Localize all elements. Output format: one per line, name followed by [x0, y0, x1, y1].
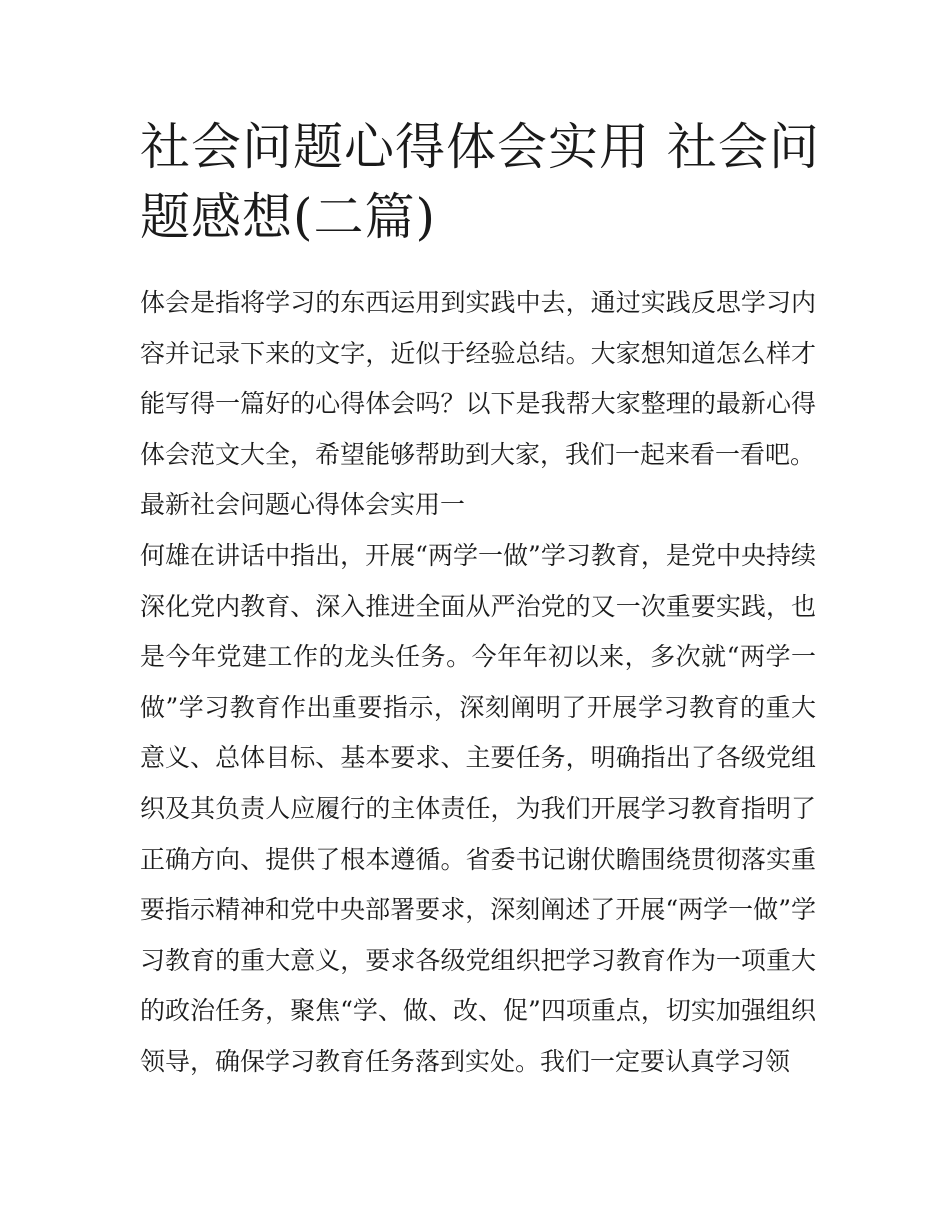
document-body: [140, 278, 816, 1088]
intro-paragraph: 体会是指将学习的东西运用到实践中去，通过实践反思学习内容并记录下来的文字，近似于经验总结。大家想知道怎么样才能写得一篇好的心得体会吗？以下是我帮大家整理的最新心得体会范文大全，希望能够帮助到大家，我们一起来看一看吧。: [140, 288, 816, 469]
section-heading: 最新社会问题心得体会实用一: [140, 490, 466, 520]
section-paragraph: 何雄在讲话中指出，开展“两学一做”学习教育，是党中央持续深化党内教育、深入推进全面从严治党的又一次重要实践，也是今年党建工作的龙头任务。今年年初以来，多次就“两学一做”学习教育作出重要指示，深刻阐明了开展学习教育的重大意义、总体目标、基本要求、主要任务，明确指出了各级党组织及其负责人应履行的主体责任，为我们开展学习教育指明了正确方向、提供了根本遵循。省委书记谢伏瞻围绕贯彻落实重要指示精神和党中央部署要求，深刻阐述了开展“两学一做”学习教育的重大意义，要求各级党组织把学习教育作为一项重大的政治任务，聚焦“学、做、改、促”四项重点，切实加强组织领导，确保学习教育任务落到实处。我们一定要认真学习领: [140, 540, 816, 1076]
document-title: 社会问题心得体会实用 社会问题感想(二篇): [140, 118, 820, 246]
